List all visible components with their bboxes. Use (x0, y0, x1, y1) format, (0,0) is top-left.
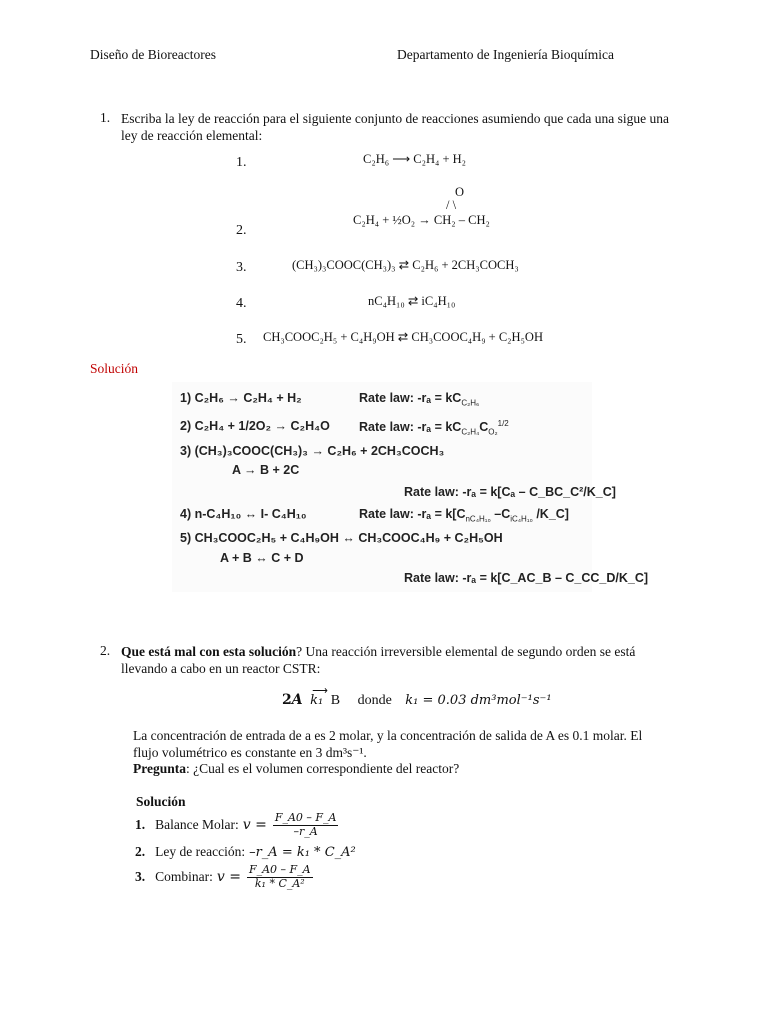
step-label: Ley de reacción: (155, 844, 246, 859)
q2-solution-title: Solución (136, 794, 186, 809)
q1-number: 1. (100, 110, 111, 125)
step-number: 2. (135, 844, 146, 859)
rate-law: Rate law: -rₐ = kC (359, 420, 462, 435)
fraction-denominator: k₁ * C_A² (254, 876, 305, 890)
donde-label: donde (357, 693, 392, 708)
q2-reaction (282, 685, 552, 709)
reaction-species-a: A (291, 692, 303, 708)
reaction-number: 3. (236, 260, 247, 275)
solution-rate-4 (359, 507, 569, 524)
solution-rate-2 (359, 419, 509, 437)
step-1 (135, 810, 338, 840)
rate-sub: nC₄H₁₀ (465, 514, 491, 524)
rate-constant: k₁ (310, 693, 324, 708)
q2-bold-lead: Que está mal con esta solución (121, 644, 297, 659)
rate-sub: C₂H₆ (461, 398, 480, 408)
reaction-equation: nC₄H₁₀ ⇄ iC₄H₁₀ (368, 294, 456, 308)
epoxide-bonds: / \ (446, 198, 457, 212)
rate-extra-sup: 1/2 (497, 419, 509, 428)
fraction-denominator: –r_A (293, 824, 318, 838)
solution-reaction: 5) CH₃COOC₂H₅ + C₄H₉OH ↔ CH₃COOC₄H₉ + C₂H₅OH (180, 531, 503, 545)
step-fraction (273, 812, 339, 838)
arrow-icon: ⟶ (312, 685, 328, 697)
header-left: Diseño de Bioreactores (90, 47, 216, 62)
reaction-equation: CH₃COOC₂H₅ + C₄H₉OH ⇄ CH₃COOC₄H₉ + C₂H₅OH (263, 330, 543, 344)
rate-law: Rate law: -rₐ = k[C_AC_B – C_CC_D/K_C] (404, 571, 649, 585)
step-label: Balance Molar: (155, 817, 239, 832)
solution-reaction: 2) C₂H₄ + 1/2O₂ → C₂H₄O (180, 419, 330, 433)
header-right: Departamento de Ingeniería Bioquímica (397, 47, 615, 62)
solution-line-1 (180, 391, 302, 405)
solution-rate-1 (359, 391, 479, 408)
fraction-numerator: F_A0 – F_A (248, 862, 311, 876)
rate-arrow (310, 685, 328, 709)
rate-law: Rate law: -rₐ = k[C (359, 507, 466, 521)
solution-line-4 (180, 507, 307, 521)
solution-reaction: 1) C₂H₆ → C₂H₄ + H₂ (180, 391, 302, 405)
q2-text (121, 643, 681, 677)
step-3 (135, 861, 313, 893)
fraction-numerator: F_A0 – F_A (274, 810, 337, 824)
rate-law: Rate law: -rₐ = kC (359, 391, 462, 405)
solution-line-2 (180, 419, 330, 433)
reaction-number: 5. (236, 332, 247, 347)
reactions-figure (228, 143, 588, 355)
step-label: Combinar: (155, 869, 213, 884)
pregunta-label: Pregunta (133, 761, 186, 776)
solution-reaction: 4) n-C₄H₁₀ ↔ I- C₄H₁₀ (180, 507, 307, 521)
reaction-number: 4. (236, 296, 247, 311)
step-number: 3. (135, 869, 146, 884)
reaction-number: 1. (236, 155, 247, 170)
solution-species: A → B + 2C (232, 463, 300, 477)
solution-line-5 (180, 531, 503, 545)
solution-species: A + B ↔ C + D (220, 551, 304, 565)
reaction-equation: C₂H₆ ⟶ C₂H₄ + H₂ (363, 152, 467, 166)
solution-line-3-species (232, 463, 299, 477)
step-number: 1. (135, 817, 146, 832)
q2-number: 2. (100, 643, 111, 658)
solution-figure (172, 382, 649, 592)
reaction-coef: 2 (282, 692, 292, 708)
solution-line-5-species (220, 551, 304, 565)
q2-paragraph: La concentración de entrada de a es 2 molar, y la concentración de salida de A es 0.1 molar. El flujo volumétrico es constante en 3 dm³s⁻¹. (133, 728, 643, 760)
q2-pregunta (133, 761, 459, 777)
step-lhs: v = (216, 869, 241, 885)
reaction-species-b: B (330, 693, 341, 708)
rate-tail: /K_C] (532, 507, 569, 521)
rate-extra: –C (490, 507, 511, 521)
solution-rate-5 (404, 571, 648, 585)
solution-label: Solución (90, 361, 139, 376)
reaction-equation: (CH₃)₃COOC(CH₃)₃ ⇄ C₂H₆ + 2CH₃COCH₃ (292, 258, 519, 272)
reaction-number: 2. (236, 223, 247, 238)
rate-sub: C₂H₄ (461, 427, 480, 437)
epoxide-oxygen: O (455, 185, 465, 199)
q1-text: Escriba la ley de reacción para el siguiente conjunto de reacciones asumiendo que cada una sigue una ley de reacción elemental: (121, 111, 670, 143)
step-lhs: v = (242, 817, 267, 833)
rate-extra-sub: O₂ (488, 427, 498, 437)
pregunta-text: : ¿Cual es el volumen correspondiente del reactor? (186, 761, 460, 776)
step-2 (135, 844, 356, 860)
rate-law: Rate law: -rₐ = k[Cₐ – C_BC_C²/K_C] (404, 485, 616, 499)
step-fraction (247, 864, 313, 890)
solution-rate-3 (404, 485, 616, 499)
step-expression: –r_A = k₁ * C_A² (249, 844, 356, 860)
rate-extra-sub: iC₄H₁₀ (510, 514, 533, 524)
solution-reaction: 3) (CH₃)₃COOC(CH₃)₃ → C₂H₆ + 2CH₃COCH₃ (180, 444, 445, 458)
rate-constant-value: k₁ = 0.03 dm³mol⁻¹s⁻¹ (405, 693, 552, 708)
reaction-equation: C₂H₄ + ½O₂ → CH₂ – CH₂ (353, 213, 490, 227)
q2-body: ? Una reacción irreversible elemental de segundo orden se está llevando a cabo en un reactor CSTR: (121, 644, 636, 676)
rate-extra: C (479, 420, 489, 435)
solution-line-3 (180, 444, 444, 458)
